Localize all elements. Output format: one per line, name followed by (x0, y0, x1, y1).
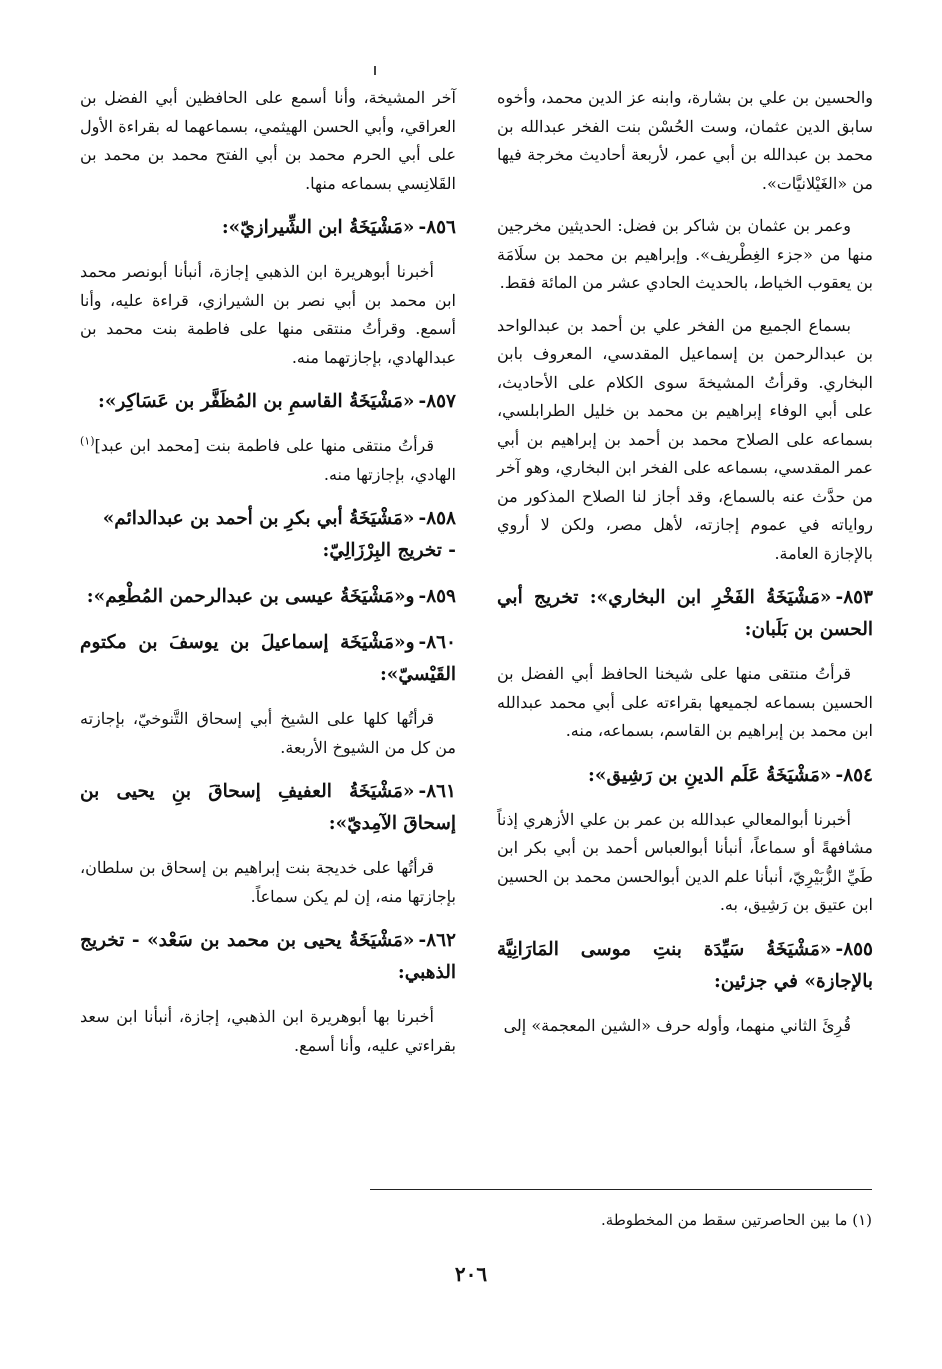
paragraph-text: قُرِئَ الثاني منهما، وأوله حرف «الشين المعجمة» إلى (503, 1015, 851, 1035)
entry-number: ٨٥٨- (418, 508, 456, 529)
body-paragraph (80, 854, 456, 911)
entry-number: ٨٥٣- (835, 587, 873, 608)
right-text-column (497, 84, 873, 1054)
paragraph-text: قرأتُ منتقى منها على فاطمة بنت [محمد ابن عبد] (94, 436, 434, 455)
page-number: ٢٠٦ (454, 1262, 488, 1286)
entry-number: ٨٦٠- (418, 632, 456, 653)
body-paragraph (80, 84, 456, 198)
entry-heading (80, 627, 456, 691)
paragraph-text: وعمر بن عثمان بن شاكر بن فضل: الحديثين مخرجين منها من «جزء الغِطْريف». وإبراهيم بن محمد بن سلَامَة بن يعقوب الخياط، بالحديث الحادي عشر من المائة فقط. (497, 216, 873, 292)
paragraph-text: بسماع الجميع من الفخر علي بن أحمد بن عبدالواحد بن عبدالرحمن بن إسماعيل المقدسي، المعروف بابن البخاري. وقرأتُ المشيخةَ سوى الكلام على الأحاديث، على أبي الوفاء إبراهيم بن محمد بن خليل الطرابلسي، بسماعه على الصلاح محمد بن أحمد بن إبراهيم بن أبي عمر المقدسي، بسماعه على الفخر ابن البخاري، وهو آخر من حدَّث عنه بالسماع، وقد أجاز لنا الصلاح المذكور من رواياته في عموم إجازته، لأهل مصر، ولكن لا أروي بالإجازة العامة. (497, 315, 873, 563)
entry-number: ٨٥٥- (835, 938, 873, 960)
entry-heading (80, 776, 456, 840)
entry-number: ٨٦١- (418, 781, 456, 802)
entry-heading (80, 212, 456, 244)
entry-heading (497, 934, 873, 998)
body-paragraph (80, 1003, 456, 1060)
entry-number: ٨٥٦- (418, 217, 456, 238)
entry-number: ٨٥٩- (418, 586, 456, 607)
body-paragraph (497, 806, 873, 920)
paragraph-text: أخبرنا بها أبوهريرة ابن الذهبي، إجازة، أنبأنا ابن سعد بقراءتي عليه، وأنا أسمع. (80, 1007, 456, 1055)
entry-heading (80, 503, 456, 567)
entry-title: «مَشْيَخَةُ يحيى بن محمد بن سَعْد» - تخريج الذهبي: (80, 930, 456, 983)
body-paragraph (497, 660, 873, 746)
entry-title: و«مَشْيَخَةُ عيسى بن عبدالرحمن المُطْعِم»: (86, 586, 415, 607)
entry-title: «مَشْيَخَةُ الفَخْرِ ابن البخاري»: تخريج أبي الحسن بن بَلَبان: (497, 587, 873, 640)
footnote: (١) ما بين الحاصرتين سقط من المخطوطة. (601, 1211, 872, 1229)
body-paragraph (80, 705, 456, 762)
body-paragraph (497, 1012, 873, 1041)
paragraph-text: قرأتُها كلها على الشيخ أبي إسحاق التَّنوخيّ، بإجازته من كل من الشيوخ الأربعة. (80, 709, 456, 757)
paragraph-text: قرأتُها على خديجة بنت إبراهيم بن إسحاق بن سلطان، بإجازتها منه، إن لم يكن سماعاً. (80, 858, 456, 906)
entry-title: و«مَشْيَخَة إسماعيلَ بن يوسفَ بن مكتوم القَيْسيّ»: (80, 632, 456, 685)
entry-heading (80, 581, 456, 613)
paragraph-text: آخر المشيخة، وأنا أسمع على الحافظين أبي الفضل بن العراقي، وأبي الحسن الهيثمي، بسماعهما له بقراءة الأول على أبي الحرم محمد بن أبي الفتح محمد بن محمد بن القَلانِسي بسماعه منها. (80, 88, 456, 193)
entry-title: «مَشْيَخَةُ القاسمِ بن المُظَفَّر بن عَسَاكِر»: (98, 391, 415, 412)
entry-title: «مَشْيَخَةُ أبي بكرِ بن أحمد بن عبدالدائم» (102, 508, 415, 529)
entry-title: «مَشْيَخَةُ العفيفِ إسحاقَ بنِ يحيى بن إسحاقَ الآمِديّ»: (80, 781, 456, 834)
paragraph-text: والحسين بن علي بن بشارة، وابنه عز الدين محمد، وأخوه سابق الدين عثمان، وست الحُسْن بنت الفخر عبدالله بن محمد بن عبدالله بن أبي عمر، لأربعة أحاديث مخرجة فيها من «الغَيْلانيَّات». (497, 88, 873, 193)
entry-number: ٨٦٢- (418, 930, 456, 951)
entry-heading (497, 760, 873, 792)
left-text-column (80, 84, 456, 1074)
body-paragraph (497, 212, 873, 298)
entry-number: ٨٥٧- (418, 391, 456, 412)
body-paragraph (497, 84, 873, 198)
entry-subtitle: - تخريج البِرْزَالِيّ: (322, 540, 456, 561)
entry-number: ٨٥٤- (835, 764, 873, 786)
entry-title: «مَشْيَخَةُ سَيِّدَة بنتِ موسى المَارَانِيَّة بالإجازة» في جزئين: (497, 938, 873, 992)
paragraph-text-continued: الهادي، بإجازتها منه. (323, 464, 456, 484)
entry-heading (80, 386, 456, 418)
footnote-marker: (١) (80, 434, 95, 448)
print-mark (374, 66, 376, 75)
body-paragraph (80, 258, 456, 372)
entry-title: «مَشْيَخَةُ ابن الشِّيرازيّ»: (221, 217, 415, 238)
paragraph-text: أخبرنا أبوهريرة ابن الذهبي إجازة، أنبأنا أبونصر محمد ابن محمد بن أبي نصر بن الشيرازي، قراءة عليه، وأنا أسمع. وقرأتُ منتقى منها على فاطمة بنت محمد بن عبدالهادي، بإجازتهما منه. (80, 262, 456, 367)
body-paragraph (80, 432, 456, 489)
entry-heading (497, 582, 873, 646)
footnote-separator (370, 1189, 872, 1190)
paragraph-text: قرأتُ منتقى منها على شيخنا الحافظ أبي الفضل بن الحسين بسماعه لجميعها بقراءته على أبي محمد عبدالله ابن محمد بن إبراهيم بن القاسم، بسماعه، منه. (497, 664, 873, 740)
entry-heading (80, 925, 456, 989)
body-paragraph (497, 312, 873, 569)
entry-title: «مَشْيَخَةُ عَلَم الدينِ بن رَشِيق»: (588, 764, 832, 786)
paragraph-text: أخبرنا أبوالمعالي عبدالله بن عمر بن علي الأزهري إذناً مشافهةً أو سماعاً، أنبأنا أبوالعباس أحمد بن أبي بكر ابن طَيِّ الزُّبَيْرِيّ، أنبأنا علم الدين أبوالحسن محمد بن الحسين ابن عتيق بن رَشِيق، به. (497, 809, 873, 914)
